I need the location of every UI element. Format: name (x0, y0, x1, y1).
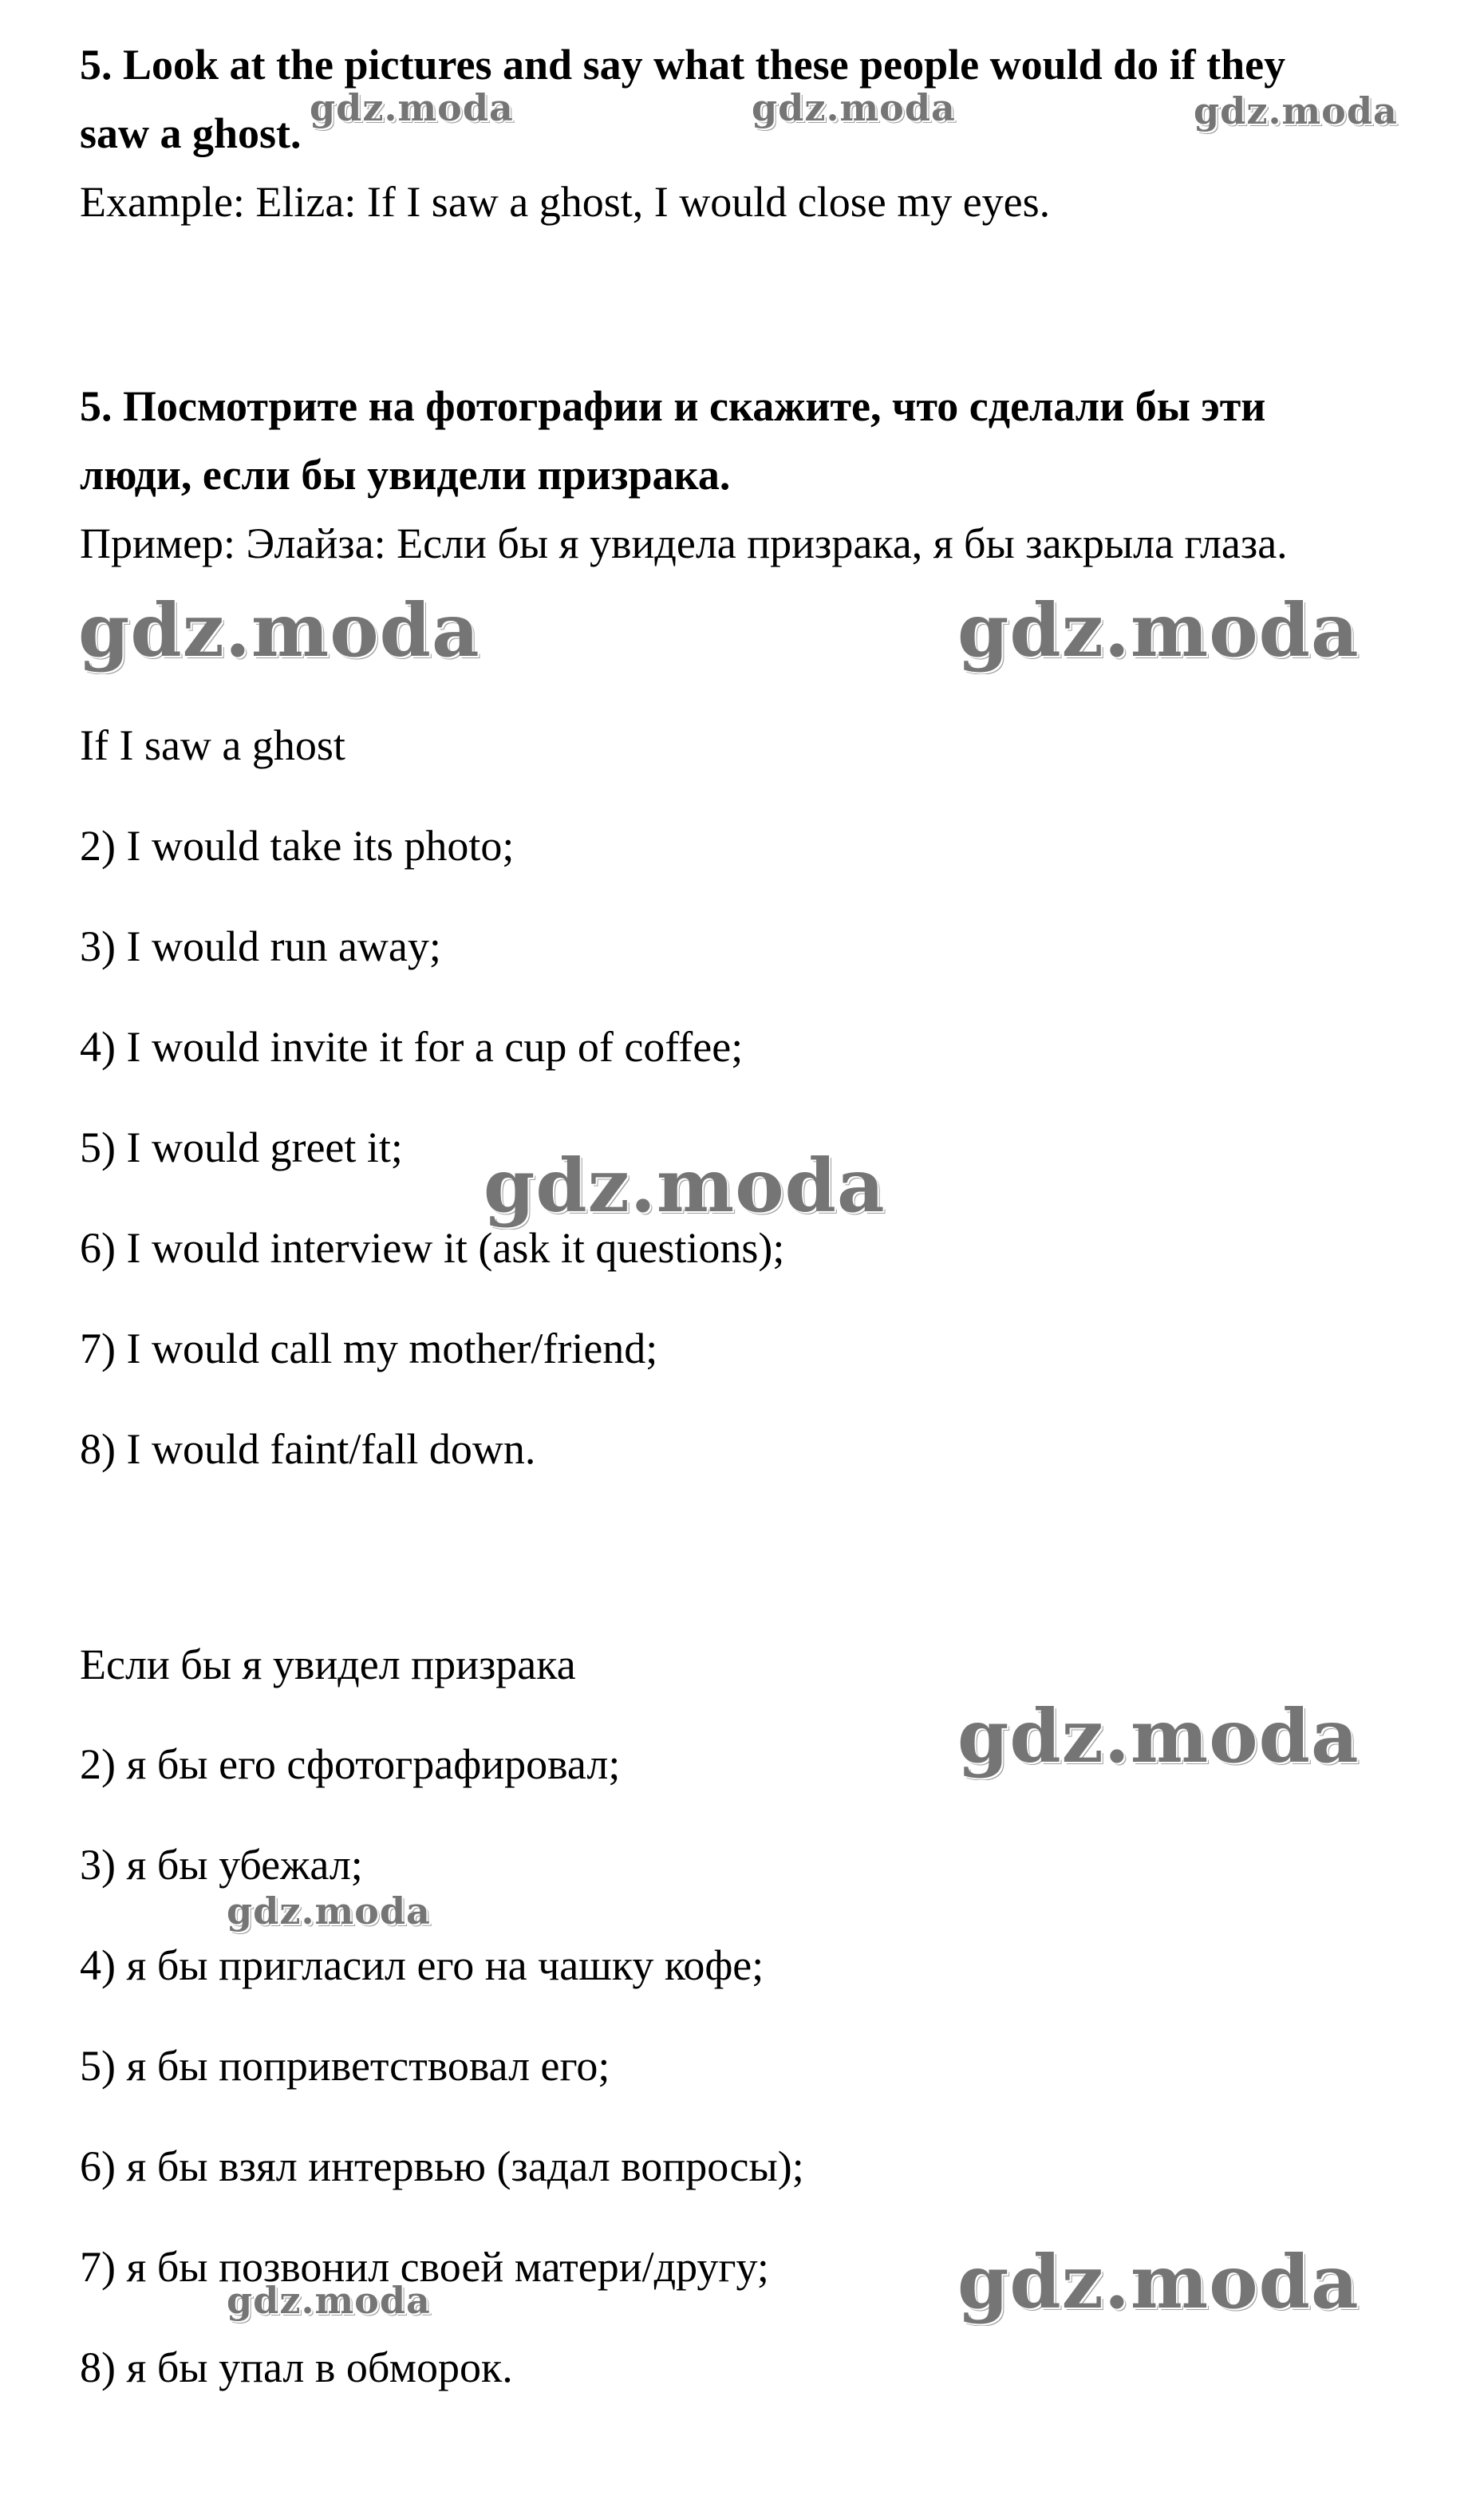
watermark-logo: gdz.moda (957, 1693, 1360, 1779)
answer-item-ru: 7) я бы позвонил своей матери/другу; (80, 2243, 769, 2291)
watermark-logo: gdz.moda (227, 2279, 431, 2322)
task-heading-ru-line1: 5. Посмотрите на фотографии и скажите, что сделали бы эти (80, 382, 1266, 430)
watermark-logo: gdz.moda (752, 86, 956, 129)
answer-item-en: 3) I would run away; (80, 922, 441, 970)
answer-item-en: 7) I would call my mother/friend; (80, 1325, 658, 1372)
answer-item-ru: 2) я бы его сфотографировал; (80, 1740, 621, 1788)
answer-item-ru: 4) я бы пригласил его на чашку кофе; (80, 1941, 764, 1989)
watermark-logo: gdz.moda (1194, 89, 1398, 132)
answer-item-ru: 6) я бы взял интервью (задал вопросы); (80, 2142, 804, 2190)
task-example-en: Example: Eliza: If I saw a ghost, I would close my eyes. (80, 178, 1051, 226)
answer-item-ru: 5) я бы поприветствовал его; (80, 2042, 610, 2090)
watermark-logo: gdz.moda (227, 1889, 431, 1933)
watermark-logo: gdz.moda (957, 2239, 1360, 2325)
answer-item-en: 8) I would faint/fall down. (80, 1425, 536, 1473)
answer-item-en: 5) I would greet it; (80, 1123, 403, 1171)
answer-item-ru: 8) я бы упал в обморок. (80, 2343, 513, 2391)
answer-item-ru: 3) я бы убежал; (80, 1841, 363, 1889)
task-example-ru: Пример: Элайза: Если бы я увидела призрака, я бы закрыла глаза. (80, 519, 1288, 567)
watermark-logo: gdz.moda (310, 86, 514, 129)
answer-intro-en: If I saw a ghost (80, 721, 345, 769)
watermark-logo: gdz.moda (483, 1143, 886, 1229)
watermark-logo: gdz.moda (78, 587, 480, 673)
task-heading-en-line1: 5. Look at the pictures and say what these people would do if they (80, 41, 1286, 89)
answer-intro-ru: Если бы я увидел призрака (80, 1641, 576, 1688)
answer-item-en: 6) I would interview it (ask it questions); (80, 1224, 785, 1272)
answer-item-en: 4) I would invite it for a cup of coffee; (80, 1023, 744, 1071)
task-heading-en-line2: saw a ghost. (80, 109, 302, 157)
answer-item-en: 2) I would take its photo; (80, 822, 515, 870)
watermark-logo: gdz.moda (957, 587, 1360, 673)
task-heading-ru-line2: люди, если бы увидели призрака. (80, 451, 731, 499)
